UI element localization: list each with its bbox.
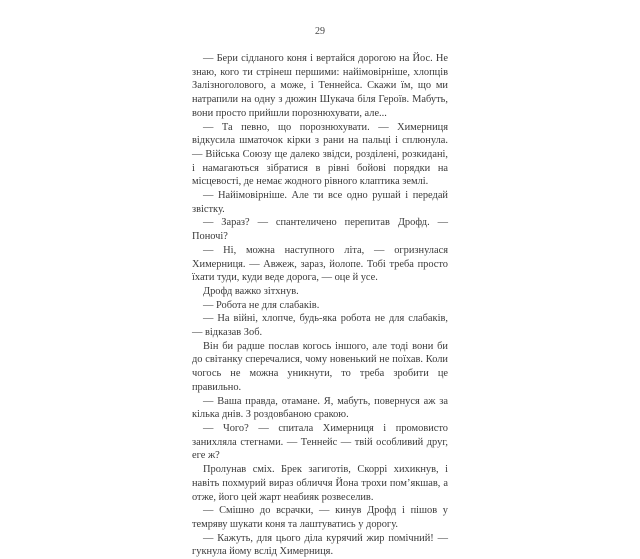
paragraph: Пролунав сміх. Брек загиготів, Скоррі хихикнув, і навіть похмурий вираз обличчя Йона трохи пом’якшав, а отже, його цей жарт неабияк розвеселив. (192, 464, 448, 503)
paragraph: — На війні, хлопче, будь-яка робота не для слабаків, — відказав Зоб. (192, 313, 448, 339)
paragraph: — Ні, можна наступного літа, — огризнулася Химерниця. — Авжеж, зараз, йолопе. Тобі треба просто їхати туди, куди веде дорога, — оце й усе. (192, 244, 448, 284)
paragraph: — Найімовірніше. Але ти все одно рушай і передай звістку. (192, 190, 448, 215)
paragraph: — Та певно, що порознюхувати. — Химерниця відкусила шматочок кірки з рани на пальці і сплюнула. — Війська Союзу ще далеко звідси, розділені, розкидані, і намагаються зібратися в рівні бойові порядки на місцевості, де немає жодного рівного клаптика землі. (192, 121, 448, 188)
body-text (192, 52, 448, 559)
page-number: 29 (315, 26, 325, 37)
paragraph: — Смішно до всрачки, — кинув Дрофд і пішов у темряву шукати коня та лаштуватись у дорогу. (192, 505, 448, 530)
paragraph: — Чого? — спитала Химерниця і промовисто занихляла стегнами. — Теннейс — твій особливий друг, еге ж? (192, 422, 448, 462)
paragraph: — Зараз? — спантеличено перепитав Дрофд. — Поночі? (192, 217, 448, 243)
paragraph: Дрофд важко зітхнув. (203, 285, 299, 297)
paragraph: — Бери сідланого коня і вертайся дорогою на Йос. Не знаю, кого ти стрінеш першими: найімовірніше, хлопців Залізноголового, а може, і Теннейса. Скажи їм, що ми натрапили на одну з дюжин Шукача біля Героїв. Мабуть, вони просто прийшли порознюхувати, але... (192, 53, 448, 119)
paragraph: — Кажуть, для цього діла курячий жир помічний! — гукнула йому вслід Химерниця. (192, 532, 448, 558)
paragraph: — Ваша правда, отамане. Я, мабуть, повернуся аж за кілька днів. З роздовбаною сракою. (192, 395, 448, 421)
paragraph: — Робота не для слабаків. (203, 299, 320, 311)
paragraph: Він би радше послав когось іншого, але тоді вони би до світанку сперечалися, чому новенький не поїхав. Коли чогось не можна уникнути, то треба зробити це правильно. (192, 340, 448, 393)
